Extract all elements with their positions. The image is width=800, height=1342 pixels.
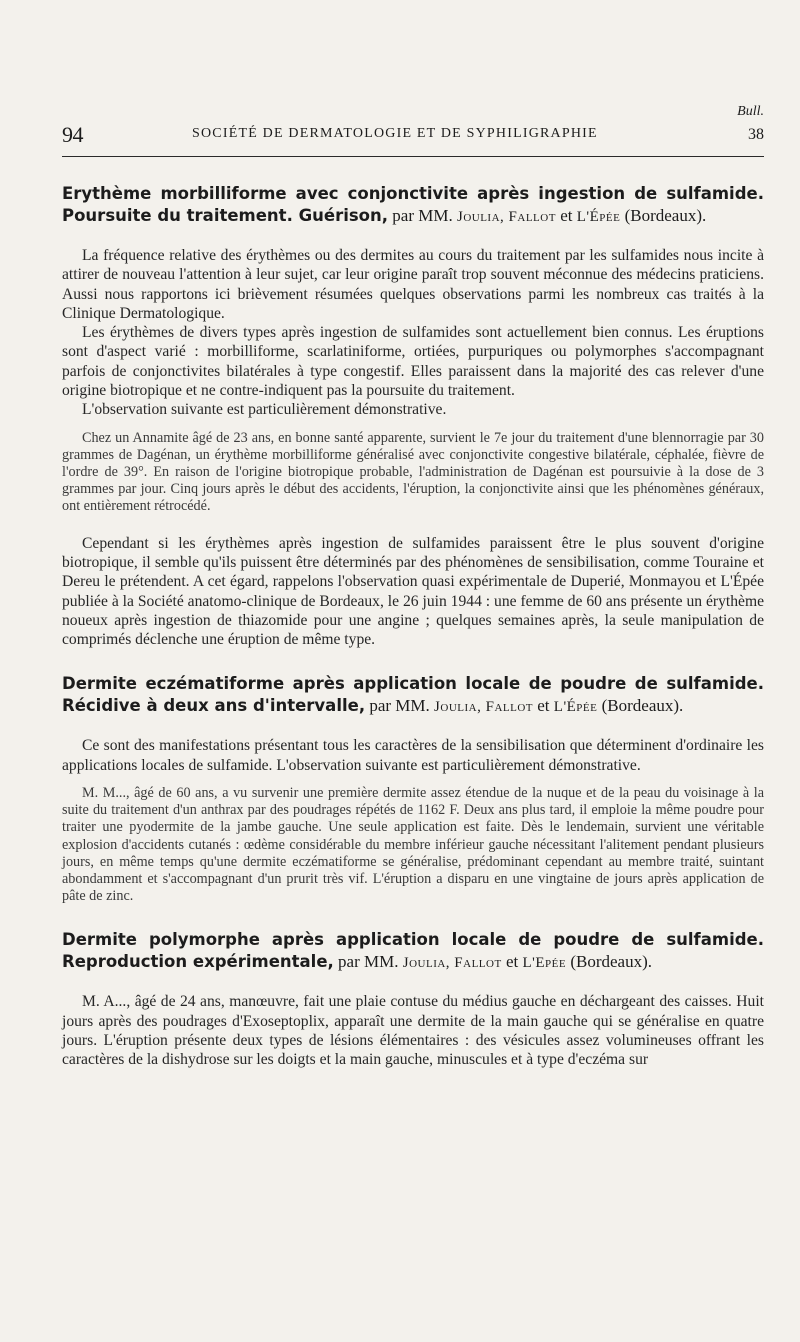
article-and: et: [555, 206, 577, 225]
article-title: [62, 929, 764, 974]
paragraph: La fréquence relative des érythèmes ou des dermites au cours du traitement par les sulfamides nous incite à attirer de nouveau l'attention à leur sujet, car leur origine paraît trop souvent méconnue des médecins praticiens. Aussi nous rapportons ici brièvement résumées quelques observations parmi les nombreux cas traités à la Clinique Dermatologique.: [62, 247, 764, 322]
article-title-bold: Dermite polymorphe après application locale de poudre de sulfamide. Reproduction expérimentale,: [62, 930, 764, 972]
header-rule: [62, 156, 764, 157]
issue-number: 38: [748, 126, 764, 143]
article-and: et: [501, 952, 523, 972]
page-body: [62, 183, 764, 1070]
article-title-bold: Erythème morbilliforme avec conjonctivite après ingestion de sulfamide. Poursuite du traitement. Guérison,: [62, 184, 764, 225]
article-place: (Bordeaux).: [566, 952, 652, 972]
article-author-last: L'Épée: [553, 699, 598, 716]
article-place: (Bordeaux).: [597, 696, 684, 716]
article-place: (Bordeaux).: [620, 206, 707, 225]
article-author-last: L'Epée: [522, 955, 567, 972]
article-authors: Joulia, Fallot: [434, 699, 533, 716]
article-by: par MM.: [365, 696, 435, 716]
paragraph: Ce sont des manifestations présentant tous les caractères de la sensibilisation que déterminent d'ordinaire les applications locales de sulfamide. L'observation suivante est particulièrement démonstrative.: [62, 737, 764, 774]
observation: M. M..., âgé de 60 ans, a vu survenir une première dermite assez étendue de la nuque et de la peau du voisinage à la suite du traitement d'un anthrax par des poudrages répétés de 1162 F. Deux ans plus tard, il emploie la même poudre pour traiter une pyodermite de la jambe gauche. Une seule application est faite. Dès le lendemain, survient une véritable explosion d'accidents cutanés : œdème considérable du membre inférieur gauche nécessitant l'alitement pendant plusieurs jours, en même temps qu'une dermite eczématiforme se généralise, prédominant cependant au membre traité, suintant abondamment et s'accompagnant d'un prurit très vif. L'éruption a disparu en une vingtaine de jours après application de pâte de zinc.: [62, 785, 764, 905]
paragraph: L'observation suivante est particulièrement démonstrative.: [82, 401, 447, 419]
article-by: par MM.: [333, 952, 403, 972]
paragraph: M. A..., âgé de 24 ans, manœuvre, fait une plaie contuse du médius gauche en déchargeant des caisses. Huit jours après des poudrages d'Exoseptoplix, apparaît une dermite de la main gauche qui se généralise en quatre jours. L'éruption présente deux types de lésions élémentaires : des vésicules assez volumineuses offrant les caractères de la dishydrose sur les doigts et la main gauche, minuscules et à type d'eczéma sur: [62, 993, 764, 1069]
paragraph: Cependant si les érythèmes après ingestion de sulfamides paraissent être le plus souvent d'origine biotropique, il semble qu'ils puissent être déterminés par des phénomènes de sensibilisation, comme Touraine et Dereu le prétendent. A cet égard, rappelons l'observation quasi expérimentale de Duperié, Monmayou et L'Épée publiée à la Société anatomo-clinique de Bordeaux, le 26 juin 1944 : une femme de 60 ans présente un érythème noueux après ingestion de thiazomide pour une angine ; quelques semaines après, la seule manipulation de comprimés déclenche une éruption de même type.: [62, 534, 764, 649]
article-title: [62, 183, 764, 228]
article-title-bold: Dermite eczématiforme après application locale de poudre de sulfamide. Récidive à deux ans d'intervalle,: [62, 674, 764, 716]
page-number: 94: [62, 122, 83, 147]
article-by: par MM.: [388, 206, 457, 225]
observation: Chez un Annamite âgé de 23 ans, en bonne santé apparente, survient le 7e jour du traitement d'une blennorragie par 30 grammes de Dagénan, un érythème morbilliforme généralisé avec conjonctivite congestive bilatérale, céphalée, fièvre de l'ordre de 39°. En raison de l'origine biotropique probable, l'administration de Dagénan est poursuivie à la dose de 3 grammes par jour. Cinq jours après le début des accidents, l'éruption, la conjonctivite ainsi que les phénomènes généraux, ont entièrement rétrocédé.: [62, 429, 764, 515]
bull-label: Bull.: [737, 104, 764, 119]
running-header: [62, 120, 764, 148]
article-title: [62, 673, 764, 718]
running-title: SOCIÉTÉ DE DERMATOLOGIE ET DE SYPHILIGRAPHIE: [192, 126, 598, 141]
article-authors: Joulia, Fallot: [402, 955, 502, 972]
paragraph: Les érythèmes de divers types après ingestion de sulfamides sont actuellement bien connus. Les éruptions sont d'aspect varié : morbilliforme, scarlatiniforme, ortiées, purpuriques ou polymorphes s'accompagnant parfois de conjonctivites bilatérales à type congestif. Elles paraissent dans la majorité des cas relever d'une origine biotropique et ne contre-indiquent pas la poursuite du traitement.: [62, 324, 764, 400]
article-authors: Joulia, Fallot: [456, 209, 556, 225]
article-author-last: L'Épée: [576, 209, 621, 225]
article-and: et: [533, 696, 554, 716]
